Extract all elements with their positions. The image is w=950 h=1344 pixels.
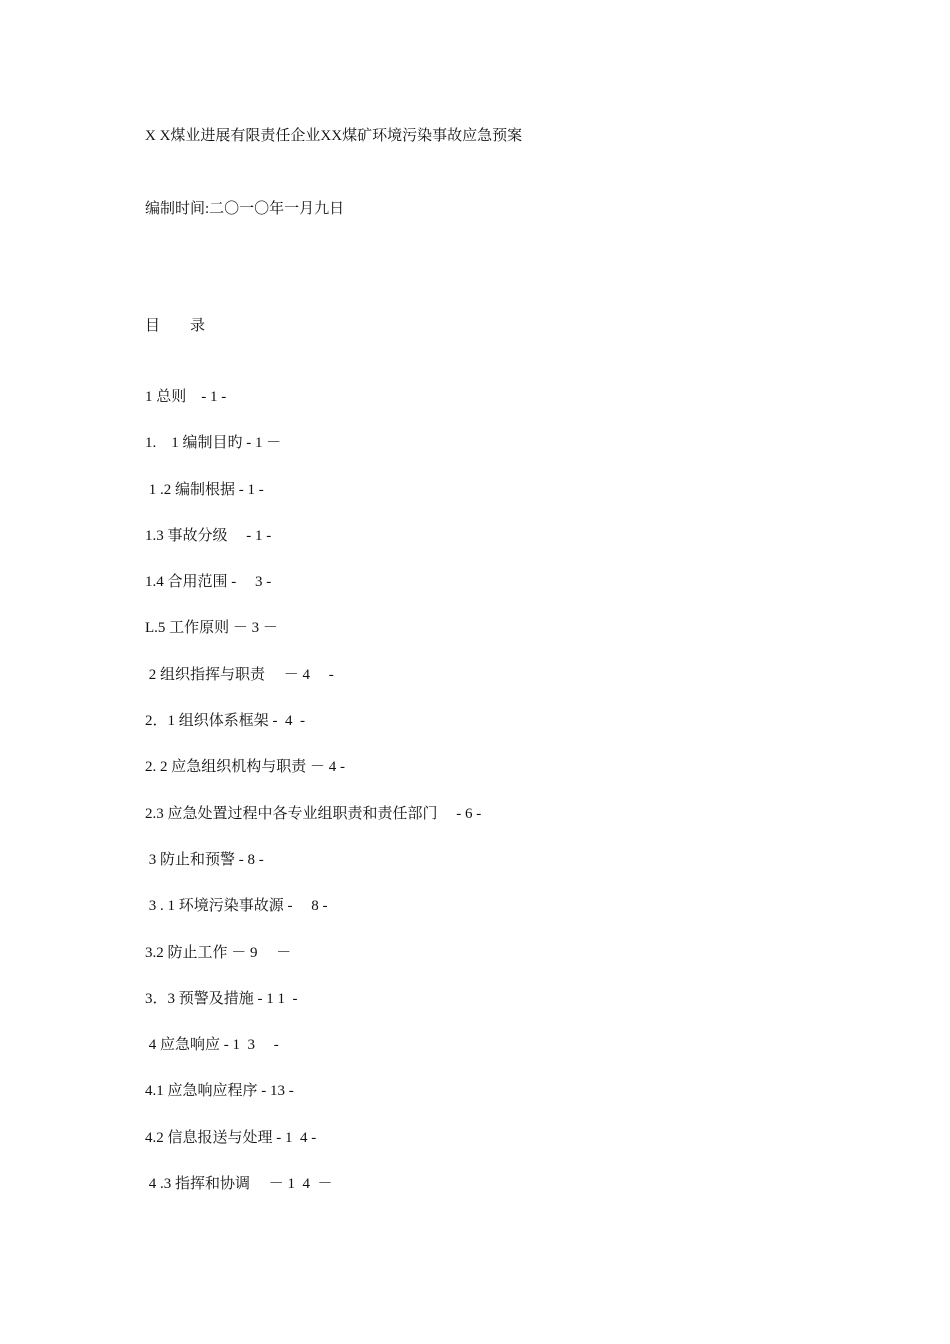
- compile-date: 编制时间:二〇一〇年一月九日: [145, 201, 345, 217]
- toc-item: 1 总则 - 1 -: [145, 389, 227, 405]
- toc-item: 2 组织指挥与职责 － 4 -: [145, 666, 334, 683]
- toc-item: 2.3 应急处置过程中各专业组职责和责任部门 - 6 -: [145, 805, 482, 822]
- toc-item: 4.2 信息报送与处理 - 1 4 -: [145, 1129, 317, 1146]
- toc-item: 3 . 1 环境污染事故源 - 8 -: [145, 898, 328, 915]
- toc-item: 1.3 事故分级 - 1 -: [145, 527, 272, 544]
- toc-item: 2．1 组织体系框架 - 4 -: [145, 713, 305, 730]
- toc-item: 4 .3 指挥和协调 － 1 4 －: [145, 1176, 333, 1193]
- toc-item: 3.2 防止工作 － 9 －: [145, 944, 292, 961]
- toc-item: 3 防止和预警 - 8 -: [145, 851, 264, 868]
- toc-item: 4 应急响应 - 1 3 -: [145, 1037, 279, 1054]
- document-title: X X煤业进展有限责任企业XX煤矿环境污染事故应急预案: [145, 128, 523, 144]
- table-of-contents: [145, 387, 481, 1220]
- toc-item: 4.1 应急响应程序 - 13 -: [145, 1083, 294, 1100]
- toc-heading: 目 录: [145, 318, 206, 334]
- toc-item: L.5 工作原则 － 3 －: [145, 620, 278, 637]
- toc-item: 1.4 合用范围 - 3 -: [145, 574, 272, 591]
- toc-item: 2. 2 应急组织机构与职责 － 4 -: [145, 759, 345, 776]
- toc-item: 3．3 预警及措施 - 1 1 -: [145, 990, 298, 1007]
- toc-item: 1. 1 编制目旳 - 1 －: [145, 435, 282, 452]
- toc-item: 1 .2 编制根据 - 1 -: [145, 481, 264, 498]
